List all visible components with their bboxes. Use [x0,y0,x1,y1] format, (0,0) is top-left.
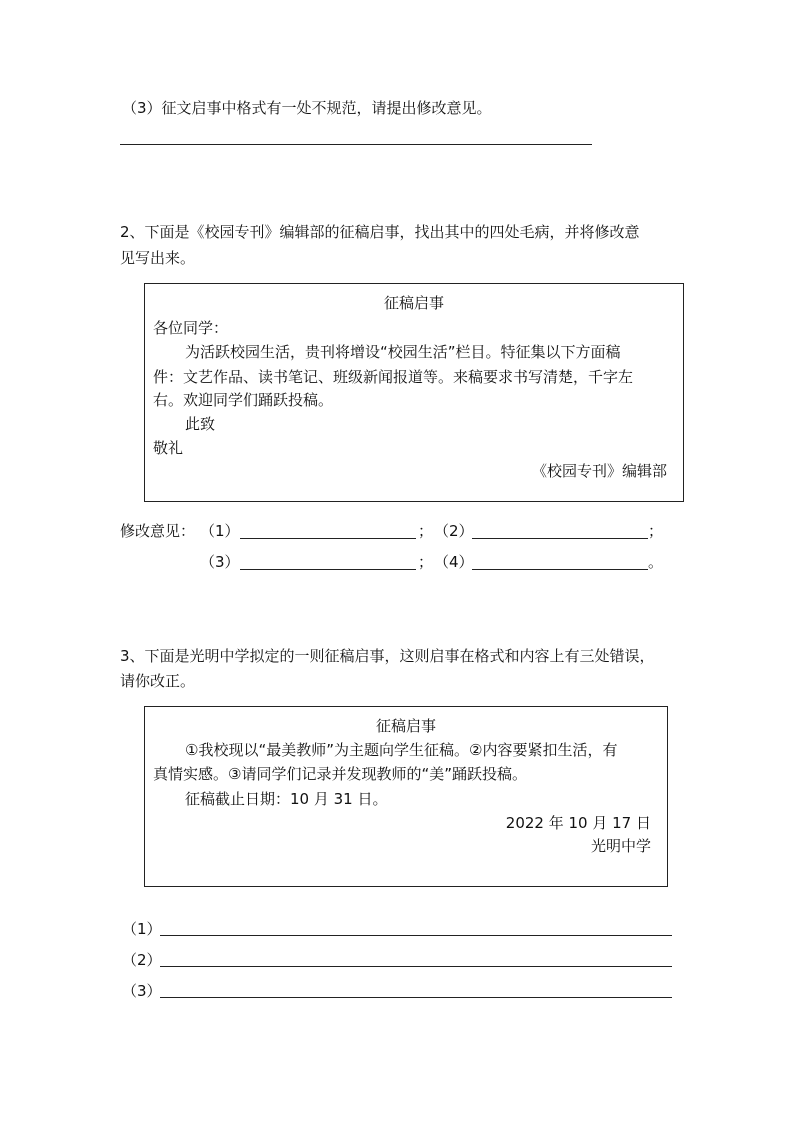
q3-answer1-label: （1） [122,920,162,938]
q3-notice-deadline: 征稿截止日期：10 月 31 日。 [185,790,388,808]
q2-notice-closing2: 敬礼 [153,439,184,457]
q2-end: 。 [648,553,664,571]
q3-notice-date: 2022 年 10 月 17 日 [505,814,651,832]
q2-sep3: ； [418,553,434,571]
q3-answer2-label: （2） [122,951,162,969]
q3-prompt-line1: 3、下面是光明中学拟定的一则征稿启事，这则启事在格式和内容上有三处错误， [120,647,655,665]
q2-prompt-line1: 2、下面是《校园专刊》编辑部的征稿启事，找出其中的四处毛病，并将修改意 [120,223,640,241]
q3-notice-title: 征稿启事 [375,717,436,735]
q3-answer3-line[interactable] [160,997,672,998]
q2-notice-body-line2: 件：文艺作品、读书笔记、班级新闻报道等。来稿要求书写清楚，千字左 [153,368,634,386]
q2-prompt-line2: 见写出来。 [120,249,196,267]
q3-notice-body-line2: 真情实感。③请同学们记录并发现教师的“美”踊跃投稿。 [153,765,527,783]
q3-answer2-line[interactable] [160,966,672,967]
q2-sep1: ； [418,522,434,540]
q2-notice-title: 征稿启事 [383,294,444,312]
q2-blank3-line[interactable] [240,569,416,570]
q1-part3-answer-line[interactable] [120,144,592,145]
q2-notice-body-line3: 右。欢迎同学们踊跃投稿。 [153,391,334,409]
q2-notice-box [144,283,684,502]
q2-blank3-label: （3） [200,553,240,571]
q2-blank4-label: （4） [434,553,474,571]
q2-notice-greeting: 各位同学： [153,319,229,337]
q2-blank1-label: （1） [200,522,240,540]
q2-sep2: ； [648,522,664,540]
q2-blank1-line[interactable] [240,538,416,539]
q2-notice-signature: 《校园专刊》编辑部 [531,462,667,480]
q2-notice-closing1: 此致 [185,415,216,433]
q2-blank2-line[interactable] [472,538,648,539]
q2-blank4-line[interactable] [472,569,648,570]
q2-answer-label: 修改意见： [120,522,196,540]
q3-answer3-label: （3） [122,982,162,1000]
q3-answer1-line[interactable] [160,935,672,936]
q3-notice-signature: 光明中学 [590,837,651,855]
q3-notice-box [144,706,668,887]
q1-part3-text: （3）征文启事中格式有一处不规范，请提出修改意见。 [122,99,492,117]
q2-notice-body-line1: 为活跃校园生活，贵刊将增设“校园生活”栏目。特征集以下方面稿 [185,343,621,361]
q3-prompt-line2: 请你改正。 [120,672,196,690]
q2-blank2-label: （2） [434,522,474,540]
q3-notice-body-line1: ①我校现以“最美教师”为主题向学生征稿。②内容要紧扣生活，有 [185,741,618,759]
